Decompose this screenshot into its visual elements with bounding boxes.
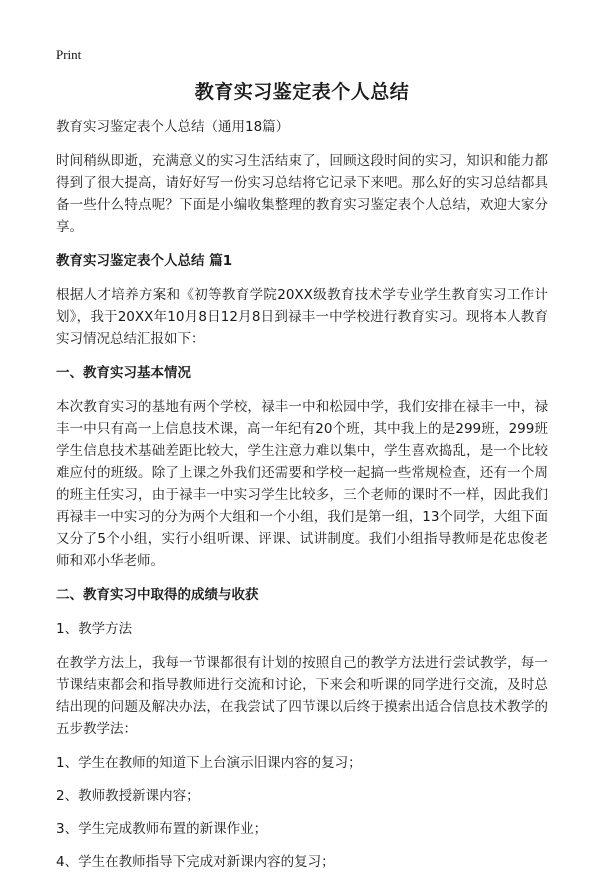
section-heading-achievements: 二、教育实习中取得的成绩与收获 — [56, 587, 259, 603]
list-item: 1、学生在教师的知道下上台演示旧课内容的复习； — [56, 755, 362, 771]
list-item: 3、学生完成教师布置的新课作业； — [56, 821, 268, 837]
intro-paragraph: 时间稍纵即逝，充满意义的实习生活结束了，回顾这段时间的实习，知识和能力都得到了很大提高，请好好写一份实习总结将它记录下来吧。那么好的实习总结都具备一些什么特点呢？下面是小编收集整理的教育实习鉴定表个人总结，欢迎大家分享。 — [56, 153, 548, 235]
subheading-teaching-method: 1、教学方法 — [56, 621, 133, 637]
section-heading-part1: 教育实习鉴定表个人总结 篇1 — [56, 253, 233, 269]
basic-info-paragraph: 本次教育实习的基地有两个学校，禄丰一中和松园中学，我们安排在禄丰一中，禄丰一中只有高一上信息技术课，高一年纪有20个班，其中我上的是299班，299班学生信息技术基础差距比较大，学生注意力难以集中，学生喜欢捣乱，是一个比较难应付的班级。除了上课之外我们还需要和学校一起搞一些常规检查，还有一个周的班主任实习，由于禄丰一中实习学生比较多，三个老师的课时不一样，因此我们再禄丰一中实习的分为两个大组和一个小组，我们是第一组，13个同学，大组下面又分了5个小组，实行小组听课、评课、试讲制度。我们小组指导教师是花忠俊老师和邓小华老师。 — [56, 399, 548, 569]
document-body — [56, 78, 548, 884]
section-heading-basic-info: 一、教育实习基本情况 — [56, 365, 191, 381]
doc-subtitle: 教育实习鉴定表个人总结（通用18篇） — [56, 119, 290, 135]
teaching-method-paragraph: 在教学方法上，我每一节课都很有计划的按照自己的教学方法进行尝试教学，每一节课结束都会和指导教师进行交流和讨论，下来会和听课的同学进行交流，及时总结出现的问题及解决办法，在我尝试了四节课以后终于摸索出适合信息技术教学的五步教学法： — [56, 655, 548, 737]
list-item: 2、教师教授新课内容； — [56, 788, 200, 804]
document-title: 教育实习鉴定表个人总结 — [194, 81, 410, 103]
plan-paragraph: 根据人才培养方案和《初等教育学院20XX级教育技术学专业学生教育实习工作计划》，我于20XX年10月8日12月8日到禄丰一中学校进行教育实习。现将本人教育实习情况总结汇报如下： — [56, 287, 548, 347]
list-item: 4、学生在教师指导下完成对新课内容的复习； — [56, 854, 335, 870]
print-link[interactable]: Print — [56, 47, 82, 62]
